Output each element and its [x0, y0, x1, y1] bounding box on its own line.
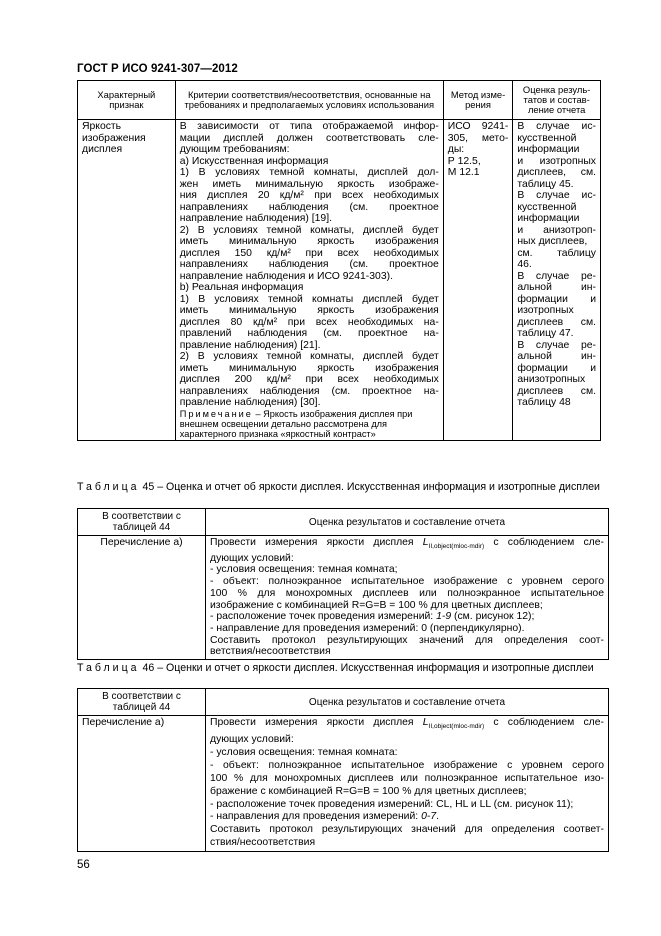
evaluation-line: ных дисплеев, [517, 236, 588, 247]
evaluation-line: информации [517, 213, 580, 224]
column-header-method: Метод изме-рения [443, 81, 513, 120]
criteria-line: 1) В условиях темной комнаты дисплей будет [179, 293, 439, 305]
evaluation-line: В случае ис- [517, 121, 596, 132]
text-line: 100 % для монохромных дисплеев или полноэкранное испытательное изо- [210, 772, 604, 784]
column-header-criteria: Критерии соответствия/несоответствия, основанные на требованиях и предполагаемых условиях использования [175, 81, 443, 120]
text-line: изображение с комбинацией R=G=B = 100 % для цветных дисплеев; [210, 599, 543, 611]
criteria-line: дисплея 200 кд/м² при всех необходимых [179, 374, 439, 385]
criteria-line: направлениях наблюдения (см. проектное [179, 259, 439, 270]
criteria-line: дующим требованиям: [179, 144, 290, 155]
row-label: Перечисление а) [78, 536, 206, 660]
text-line-end: . [436, 811, 439, 823]
evaluation-line: формации и [517, 362, 596, 374]
criteria-line: правление наблюдения) [21]. [179, 339, 321, 351]
column-header-evaluation: Оценка результатов и составление отчета [206, 689, 609, 716]
criteria-line: направление наблюдения и ИСО 9241-303). [179, 270, 393, 282]
column-header-evaluation: Оценка результатов и составление отчета [206, 509, 609, 536]
table-header-row [78, 689, 609, 716]
measurement-directions: 0-7 [421, 811, 437, 823]
text-line: ветствия/несоответствия [210, 646, 331, 658]
method-cell [443, 120, 513, 441]
evaluation-line: анизотропных [517, 374, 586, 385]
caption-label: Таблица [77, 481, 140, 493]
text-line: Составить протокол результирующих значений для определения соответ- [210, 824, 604, 836]
criteria-line: правление наблюдения) [30]. [179, 397, 321, 408]
note-text: – Яркость изображения дисплея при внешнем освещении детально рассмотрена для характерного признака «яркостный контраст» [179, 408, 413, 439]
text-line: дующих условий: [210, 552, 294, 564]
evaluation-text [206, 536, 609, 660]
luminance-symbol: L [422, 537, 429, 548]
text-line: Составить протокол результирующих значений для определения соот- [210, 634, 604, 646]
table-46 [77, 688, 609, 852]
text-line-start: - направления для проведения измерений: [210, 811, 422, 823]
text-line: 100 % для монохромных дисплеев или полноэкранное испытательное [210, 587, 604, 599]
text-line: ствия/несоответствия [210, 837, 316, 849]
evaluation-line: дисплеев см. [517, 385, 596, 397]
evaluation-line: формации и [517, 293, 596, 305]
evaluation-line: альной ин- [517, 351, 596, 362]
criteria-line: иметь минимальную яркость изображения [179, 305, 439, 316]
criteria-line: направлениях наблюдения (см. проектное [179, 201, 439, 213]
table45-caption [77, 481, 605, 493]
criteria-line: направление наблюдения) [19]. [179, 213, 332, 224]
requirements-table [77, 80, 601, 441]
method-line: 305, мето- [447, 132, 509, 144]
criteria-line: 2) В условиях темной комнаты, дисплей будет [179, 351, 439, 362]
text-line: бражение с комбинацией R=G=B = 100 % для цветных дисплеев; [210, 785, 527, 797]
criteria-line: а) Искусственная информация [179, 155, 329, 167]
text-line: - направление для проведения измерений: 0 (перпендикулярно). [210, 623, 525, 634]
evaluation-line: альной ин- [517, 282, 596, 293]
caption-text: 45 – Оценка и отчет об яркости дисплея. Искусственная информация и изотропные дисплеи [139, 481, 600, 493]
luminance-subscript: II,object(mloc-mdir) [428, 543, 485, 551]
text-line: - условия освещения: темная комната; [210, 564, 398, 576]
table46-caption [77, 662, 605, 674]
criteria-line: жен иметь минимальную яркость изображе- [179, 178, 439, 190]
evaluation-line: 46. [517, 259, 532, 270]
column-header-reference: В соответствии с таблицей 44 [78, 509, 206, 536]
evaluation-line: таблицу 45. [517, 178, 574, 190]
evaluation-line: изотропных [517, 305, 574, 316]
evaluation-line: см. таблицу [517, 247, 596, 259]
caption-label: Таблица [77, 662, 140, 674]
evaluation-line: дисплеев см. [517, 316, 596, 328]
table-45 [77, 508, 609, 660]
column-header-evaluation: Оценка резуль-татов и состав-ление отчета [513, 81, 601, 120]
method-line: ды: [447, 144, 465, 155]
table-row [78, 536, 609, 660]
evaluation-line: В случае ре- [517, 339, 596, 351]
text-line-end: с соблюдением сле- [484, 717, 604, 728]
table-header-row [78, 81, 601, 120]
criteria-line: В зависимости от типа отображаемой инфор- [179, 121, 439, 132]
text-line: - объект: полноэкранное испытательное изображение с уровнем серого [210, 576, 604, 588]
criteria-line: 2) В условиях темной комнаты, дисплей будет [179, 224, 439, 236]
evaluation-line: В случае ис- [517, 190, 596, 201]
evaluation-line: таблицу 47. [517, 328, 574, 339]
characteristic-cell: Яркость изображения дисплея [78, 120, 176, 441]
caption-text: 46 – Оценки и отчет о яркости дисплея. Искусственная информация и изотропные дисплеи [139, 662, 594, 674]
text-line: дующих условий: [210, 733, 294, 745]
table-header-row [78, 509, 609, 536]
evaluation-line: и изотропных [517, 155, 596, 167]
method-line: Р 12.5, [447, 155, 481, 167]
criteria-cell [175, 120, 443, 441]
text-line-end: с соблюдением сле- [484, 537, 604, 548]
document-header: ГОСТ Р ИСО 9241-307—2012 [77, 63, 238, 75]
evaluation-line: кусственной [517, 132, 577, 144]
table-row [78, 716, 609, 852]
row-label: Перечисление а) [78, 716, 206, 852]
evaluation-cell [513, 120, 601, 441]
text-line [210, 811, 604, 824]
text-line [210, 717, 604, 734]
evaluation-line: дисплеев, см. [517, 167, 596, 178]
criteria-line: мации дисплей должен соответствовать сле- [179, 132, 439, 144]
text-line [210, 537, 604, 553]
text-line [210, 611, 604, 623]
text-line-start: - расположение точек проведения измерений: [210, 611, 437, 623]
criteria-line: направлениях наблюдения (см. проектное на- [179, 385, 439, 397]
evaluation-text [206, 716, 609, 852]
text-line-start: Провести измерения яркости дисплея [210, 717, 423, 728]
evaluation-line: таблицу 48 [517, 397, 571, 408]
column-header-reference: В соответствии с таблицей 44 [78, 689, 206, 716]
column-header-characteristic: Характерный признак [78, 81, 176, 120]
text-line-end: (см. рисунок 12); [451, 611, 535, 623]
criteria-line: дисплея 80 кд/м² при всех необходимых на- [179, 316, 439, 328]
criteria-line: правлений наблюдения (см. проектное на- [179, 328, 439, 339]
evaluation-line: и анизотроп- [517, 224, 596, 236]
criteria-line: b) Реальная информация [179, 282, 304, 293]
note-label: Примечание [179, 408, 253, 419]
luminance-symbol: L [422, 717, 429, 728]
evaluation-line: информации [517, 144, 580, 155]
evaluation-line: В случае ре- [517, 270, 596, 282]
criteria-line: 1) В условиях темной комнаты, дисплей дол- [179, 167, 439, 178]
page-number: 56 [77, 859, 90, 871]
luminance-subscript: II,object(mloc-mdir) [428, 723, 485, 731]
criteria-line: иметь минимальную яркость изображения [179, 236, 439, 247]
method-line: М 12.1 [447, 167, 480, 178]
criteria-line: иметь минимальную яркость изображения [179, 362, 439, 374]
method-line: ИСО 9241- [447, 121, 509, 132]
text-line: - условия освещения: темная комната: [210, 746, 398, 758]
text-line: - расположение точек проведения измерений: CL, HL и LL (см. рисунок 11); [210, 798, 574, 810]
table-row [78, 120, 601, 441]
evaluation-line: кусственной [517, 201, 577, 213]
criteria-line: дисплея 150 кд/м² при всех необходимых [179, 247, 439, 259]
text-line: - объект: полноэкранное испытательное изображение с уровнем серого [210, 759, 604, 771]
criteria-line: ния дисплея 20 кд/м² при всех необходимых [179, 190, 439, 201]
measurement-points: 1-9 [436, 611, 452, 623]
text-line-start: Провести измерения яркости дисплея [210, 537, 423, 548]
criteria-note [180, 409, 439, 440]
